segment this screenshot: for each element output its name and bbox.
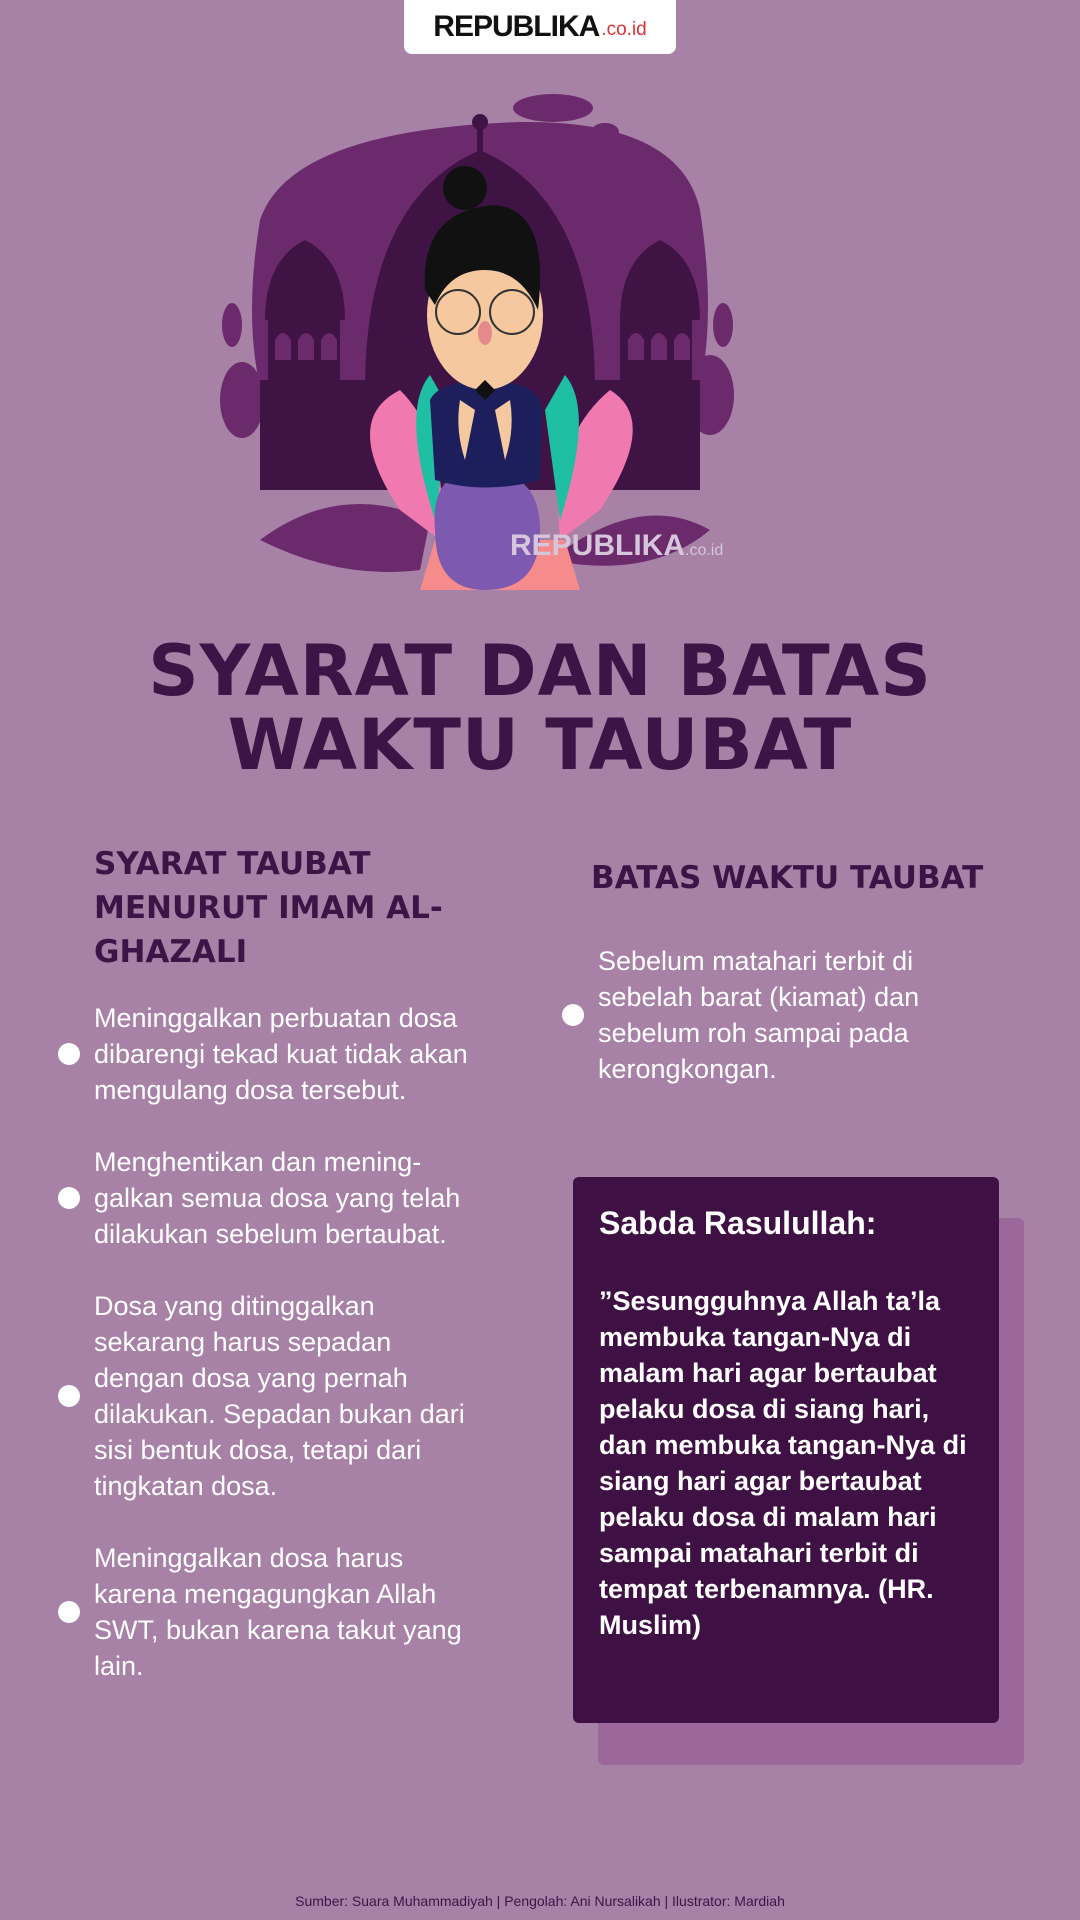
list-row [58, 1000, 478, 1108]
list-item: Meninggalkan perbuatan dosa dibarengi tekad kuat tidak akan mengulang dosa tersebut. [94, 1003, 468, 1105]
bullet-icon [58, 1601, 80, 1623]
list-row [58, 1540, 478, 1684]
hadith-card [573, 1177, 999, 1723]
bullet-icon [58, 1385, 80, 1407]
page-title [0, 630, 1080, 786]
list-row [562, 943, 982, 1087]
praying-man-illustration [220, 90, 860, 630]
list-row [58, 1288, 478, 1504]
right-heading: BATAS WAKTU TAUBAT [591, 860, 984, 896]
bullet-icon [58, 1187, 80, 1209]
title-line1: SYARAT DAN BATAS [148, 630, 932, 712]
bullet-icon [58, 1043, 80, 1065]
bullet-icon [562, 1004, 584, 1026]
list-row [58, 1144, 478, 1252]
republika-logo[interactable] [404, 0, 676, 54]
card-quote: ”Sesungguhnya Allah ta’la membuka tangan-Nya di malam hari agar bertaubat pelaku dosa di siang hari, dan membuka tangan-Nya di siang hari agar bertaubat pelaku dosa di malam hari sampai matahari terbit di tempat terbenamnya. (HR. Muslim) [599, 1286, 967, 1640]
list-item: Dosa yang ditinggalkan sekarang harus sepadan dengan dosa yang pernah dilakukan. Sepadan bukan dari sisi bentuk dosa, tetapi dari tingkatan dosa. [94, 1291, 465, 1501]
card-title: Sabda Rasulullah: [599, 1205, 877, 1241]
list-item: Meninggalkan dosa harus karena mengagungkan Allah SWT, bukan karena takut yang lain. [94, 1543, 462, 1681]
title-line2: WAKTU TAUBAT [227, 704, 853, 786]
list-item: Sebelum matahari terbit di sebelah barat (kiamat) dan sebelum roh sampai pada kerongkongan. [598, 946, 920, 1084]
list-item: Menghentikan dan mening-galkan semua dosa yang telah dilakukan sebelum bertaubat. [94, 1147, 461, 1249]
logo-sub: .co.id [601, 19, 647, 40]
left-heading: SYARAT TAUBAT MENURUT IMAM AL-GHAZALI [94, 846, 443, 970]
logo-main: REPUBLIKA [433, 10, 600, 43]
footer-credits: Sumber: Suara Muhammadiyah | Pengolah: Ani Nursalikah | Ilustrator: Mardiah [295, 1893, 785, 1909]
left-list [58, 1000, 478, 1684]
watermark-main: REPUBLIKA [510, 529, 686, 562]
right-list [562, 943, 982, 1087]
watermark-sub: .co.id [685, 542, 724, 559]
